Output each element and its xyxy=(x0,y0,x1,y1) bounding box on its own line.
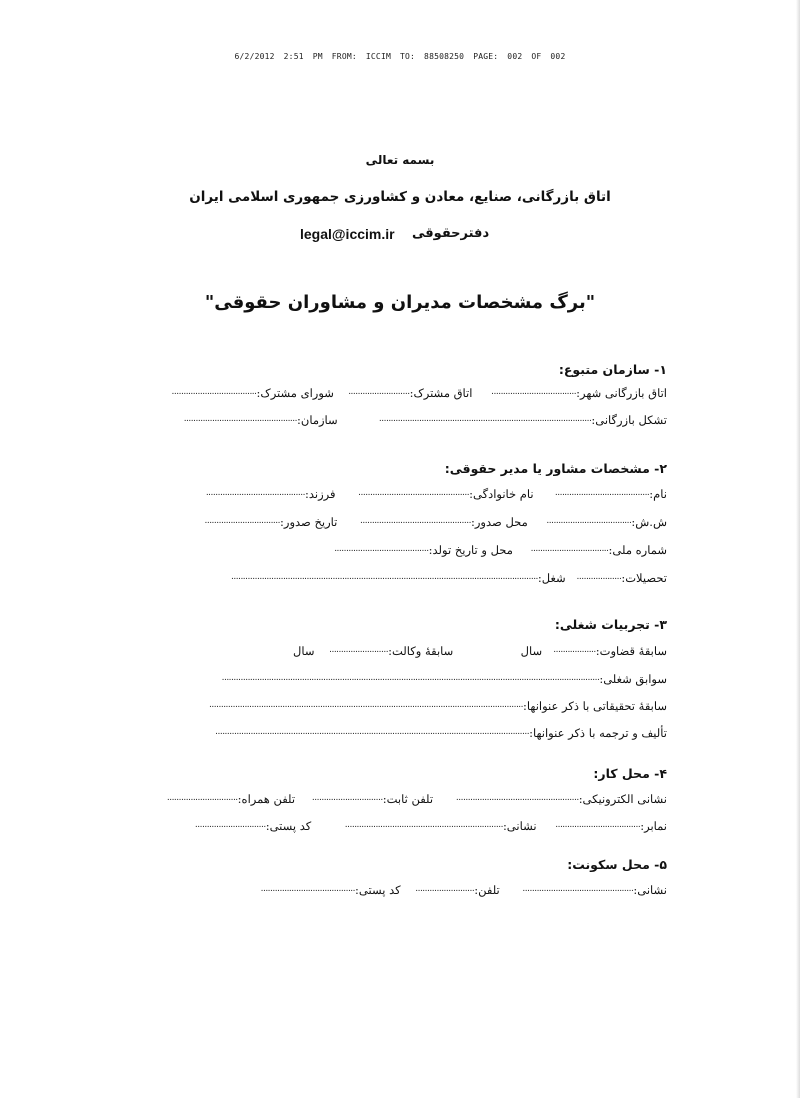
fill-dots[interactable]: ......................... xyxy=(329,645,389,655)
field-label: ش.ش: xyxy=(631,515,667,529)
field-label: نشانی الکترونیکی: xyxy=(578,792,667,806)
fill-dots[interactable]: .......................................................................................... xyxy=(378,414,592,424)
fill-dots[interactable]: ..................................................................................................................................... xyxy=(215,727,530,737)
fill-dots[interactable]: ................................................................... xyxy=(344,820,503,830)
fill-dots[interactable]: .................. xyxy=(553,645,596,655)
field-label: اتاق مشترک: xyxy=(409,386,473,400)
section-1-line-2 xyxy=(152,413,667,427)
fill-dots[interactable]: .......................................... xyxy=(205,488,305,498)
field-label: نام خانوادگی: xyxy=(469,487,534,501)
field-label: نشانی: xyxy=(633,883,667,897)
bismillah: بسمه تعالی xyxy=(365,153,435,167)
fill-dots[interactable]: ........................................ xyxy=(554,488,650,498)
field-label: شغل: xyxy=(537,571,566,585)
section-4-line-1 xyxy=(152,792,667,806)
section-5-heading: ۵- محل سکونت: xyxy=(567,857,667,872)
section-5-line-1 xyxy=(152,883,667,897)
field-label: محل صدور: xyxy=(471,515,528,529)
section-1-heading: ۱- سازمان متبوع: xyxy=(558,362,667,377)
fill-dots[interactable]: .......................... xyxy=(348,387,410,397)
fill-dots[interactable]: ......................... xyxy=(415,884,475,894)
section-2-line-4 xyxy=(152,571,667,585)
fill-dots[interactable]: ............................................... xyxy=(360,516,471,526)
section-4-heading: ۴- محل کار: xyxy=(593,766,667,781)
section-2-line-2 xyxy=(152,515,667,529)
field-label: فرزند: xyxy=(304,487,336,501)
field-label: سابقهٔ وکالت: xyxy=(388,644,454,658)
organization-name: اتاق بازرگانی، صنایع، معادن و کشاورزی جمهوری اسلامی ایران xyxy=(189,189,611,205)
section-1-line-1 xyxy=(152,386,667,400)
section-3-heading: ۳- تجربیات شغلی: xyxy=(554,617,667,632)
section-2-line-3 xyxy=(152,543,667,557)
fill-dots[interactable]: ................................. xyxy=(530,544,609,554)
field-label: محل و تاریخ تولد: xyxy=(428,543,513,557)
section-3-line-3 xyxy=(152,699,667,713)
fill-dots[interactable]: ............................................... xyxy=(522,884,634,894)
field-label: تألیف و ترجمه با ذکر عنوانها: xyxy=(529,726,667,740)
fax-header: 6/2/2012 2:51 PM FROM: ICCIM TO: 88508250 PAGE: 002 OF 002 xyxy=(234,52,566,61)
fill-dots[interactable]: .............................. xyxy=(166,793,238,803)
field-label: سابقهٔ تحقیقاتی با ذکر عنوانها: xyxy=(523,699,667,713)
department-name: دفترحقوقی xyxy=(412,226,490,241)
fill-dots[interactable]: .................................... xyxy=(491,387,577,397)
fill-dots[interactable]: .............................. xyxy=(311,793,383,803)
section-2-heading: ۲- مشخصات مشاور یا مدیر حقوقی: xyxy=(444,461,667,476)
department-email: legal@iccim.ir xyxy=(300,226,395,242)
field-label: نشانی: xyxy=(502,819,537,833)
section-2-line-1 xyxy=(152,487,667,501)
unit-label: سال xyxy=(292,644,315,658)
section-3-line-1 xyxy=(152,644,667,658)
fill-dots[interactable]: ................................................ xyxy=(183,414,298,424)
field-label: شماره ملی: xyxy=(608,543,667,557)
fill-dots[interactable]: .............................. xyxy=(194,820,266,830)
field-label: سابقهٔ قضاوت: xyxy=(595,644,667,658)
form-title: "برگ مشخصات مدیران و مشاوران حقوقی" xyxy=(204,292,596,313)
fill-dots[interactable]: ................................ xyxy=(204,516,281,526)
fill-dots[interactable]: .................................... xyxy=(171,387,257,397)
fill-dots[interactable]: ........................................ xyxy=(260,884,356,894)
field-label: نام: xyxy=(649,487,667,501)
fill-dots[interactable]: .................................... xyxy=(546,516,632,526)
field-label: کد پستی: xyxy=(265,819,312,833)
fill-dots[interactable]: ..................................................................................................................................... xyxy=(209,700,524,710)
field-label: تشکل بازرگانی: xyxy=(591,413,667,427)
field-label: تلفن ثابت: xyxy=(382,792,434,806)
unit-label: سال xyxy=(520,644,543,658)
field-label: سوابق شغلی: xyxy=(599,672,667,686)
fill-dots[interactable]: ............................................... xyxy=(358,488,470,498)
fill-dots[interactable]: ........................................ xyxy=(334,544,429,554)
fill-dots[interactable]: .................................... xyxy=(555,820,641,830)
field-label: نمابر: xyxy=(640,819,667,833)
field-label: تلفن: xyxy=(474,883,500,897)
field-label: تلفن همراه: xyxy=(237,792,296,806)
field-label: اتاق بازرگانی شهر: xyxy=(576,386,667,400)
fill-dots[interactable]: .................................................................................................................................. xyxy=(231,572,538,582)
section-3-line-4 xyxy=(152,726,667,740)
section-3-line-2 xyxy=(152,672,667,686)
field-label: تحصیلات: xyxy=(621,571,667,585)
field-label: شورای مشترک: xyxy=(256,386,334,400)
fill-dots[interactable]: ................... xyxy=(576,572,622,582)
field-label: سازمان: xyxy=(297,413,338,427)
section-4-line-2 xyxy=(152,819,667,833)
fill-dots[interactable]: .................................................... xyxy=(455,793,579,803)
field-label: تاریخ صدور: xyxy=(280,515,338,529)
field-label: کد پستی: xyxy=(355,883,401,897)
fill-dots[interactable]: ................................................................................................................................................................ xyxy=(221,673,600,683)
